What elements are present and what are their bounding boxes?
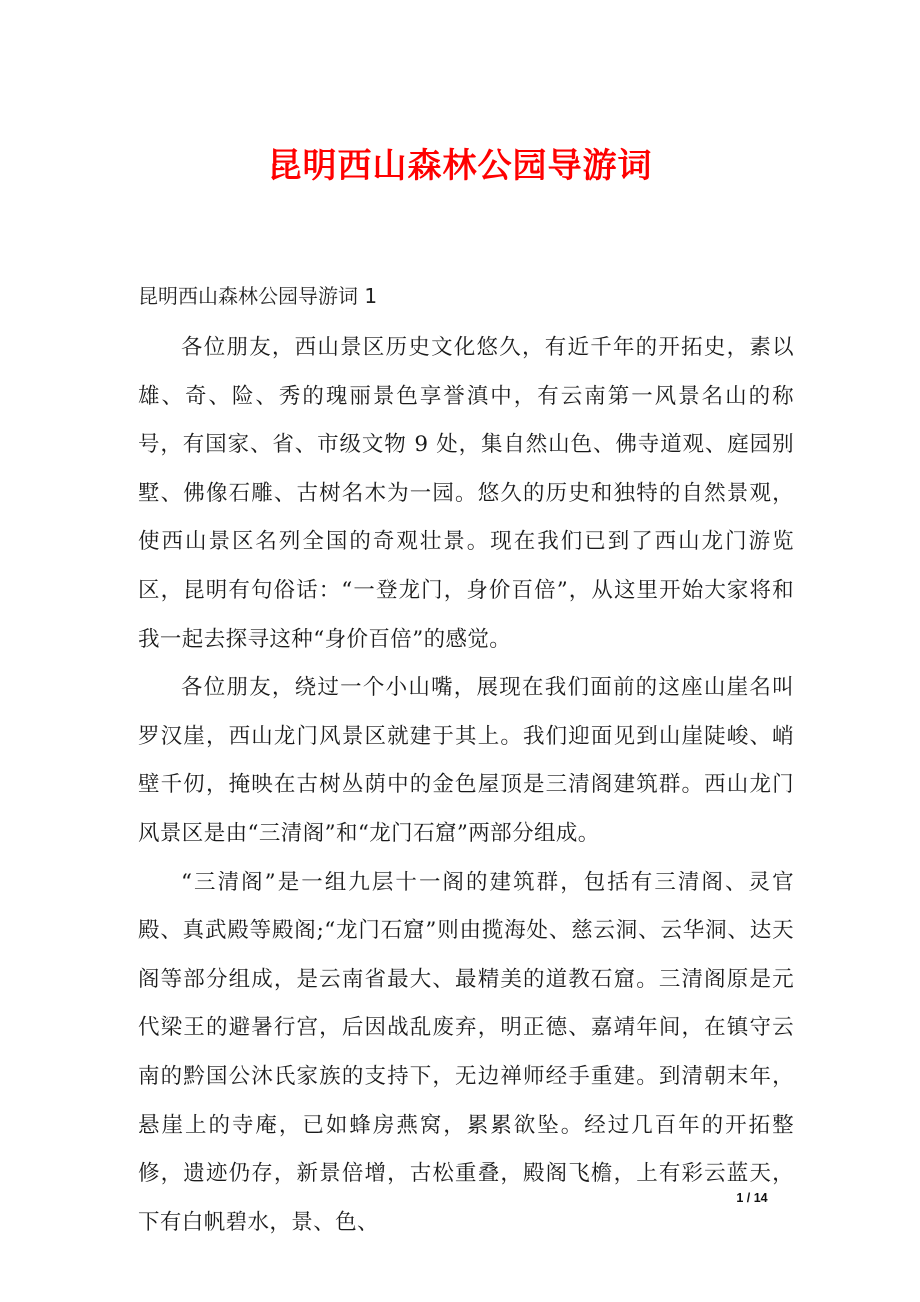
paragraph: 各位朋友，西山景区历史文化悠久，有近千年的开拓史，素以雄、奇、险、秀的瑰丽景色享誉滇中，有云南第一风景名山的称号，有国家、省、市级文物 9 处，集自然山色、佛寺道观、庭园别墅、佛像石雕、古树名木为一园。悠久的历史和独特的自然景观，使西山景区名列全国的奇观壮景。现在我们已到了西山龙门游览区，昆明有句俗话：“一登龙门，身价百倍”，从这里开始大家将和我一起去探寻这种“身价百倍”的感觉。 xyxy=(138,335,794,652)
section-heading: 昆明西山森林公园导游词 1 xyxy=(138,284,378,308)
paragraph: “三清阁”是一组九层十一阁的建筑群，包括有三清阁、灵官殿、真武殿等殿阁;“龙门石窟”则由揽海处、慈云洞、云华洞、达天阁等部分组成，是云南省最大、最精美的道教石窟。三清阁原是元代梁王的避暑行宫，后因战乱废弃，明正德、嘉靖年间，在镇守云南的黔国公沐氏家族的支持下，无边禅师经手重建。到清朝末年，悬崖上的寺庵，已如蜂房燕窝，累累欲坠。经过几百年的开拓整修，遗迹仍存，新景倍增，古松重叠，殿阁飞檐，上有彩云蓝天，下有白帆碧水，景、色、 xyxy=(138,869,794,1235)
paragraph: 各位朋友，绕过一个小山嘴，展现在我们面前的这座山崖名叫罗汉崖，西山龙门风景区就建于其上。我们迎面见到山崖陡峻、峭壁千仞，掩映在古树丛荫中的金色屋顶是三清阁建筑群。西山龙门风景区是由“三清阁”和“龙门石窟”两部分组成。 xyxy=(138,675,794,846)
document-title: 昆明西山森林公园导游词 xyxy=(267,146,653,186)
document-body xyxy=(138,272,794,1247)
page-number: 1 / 14 xyxy=(736,1191,768,1205)
